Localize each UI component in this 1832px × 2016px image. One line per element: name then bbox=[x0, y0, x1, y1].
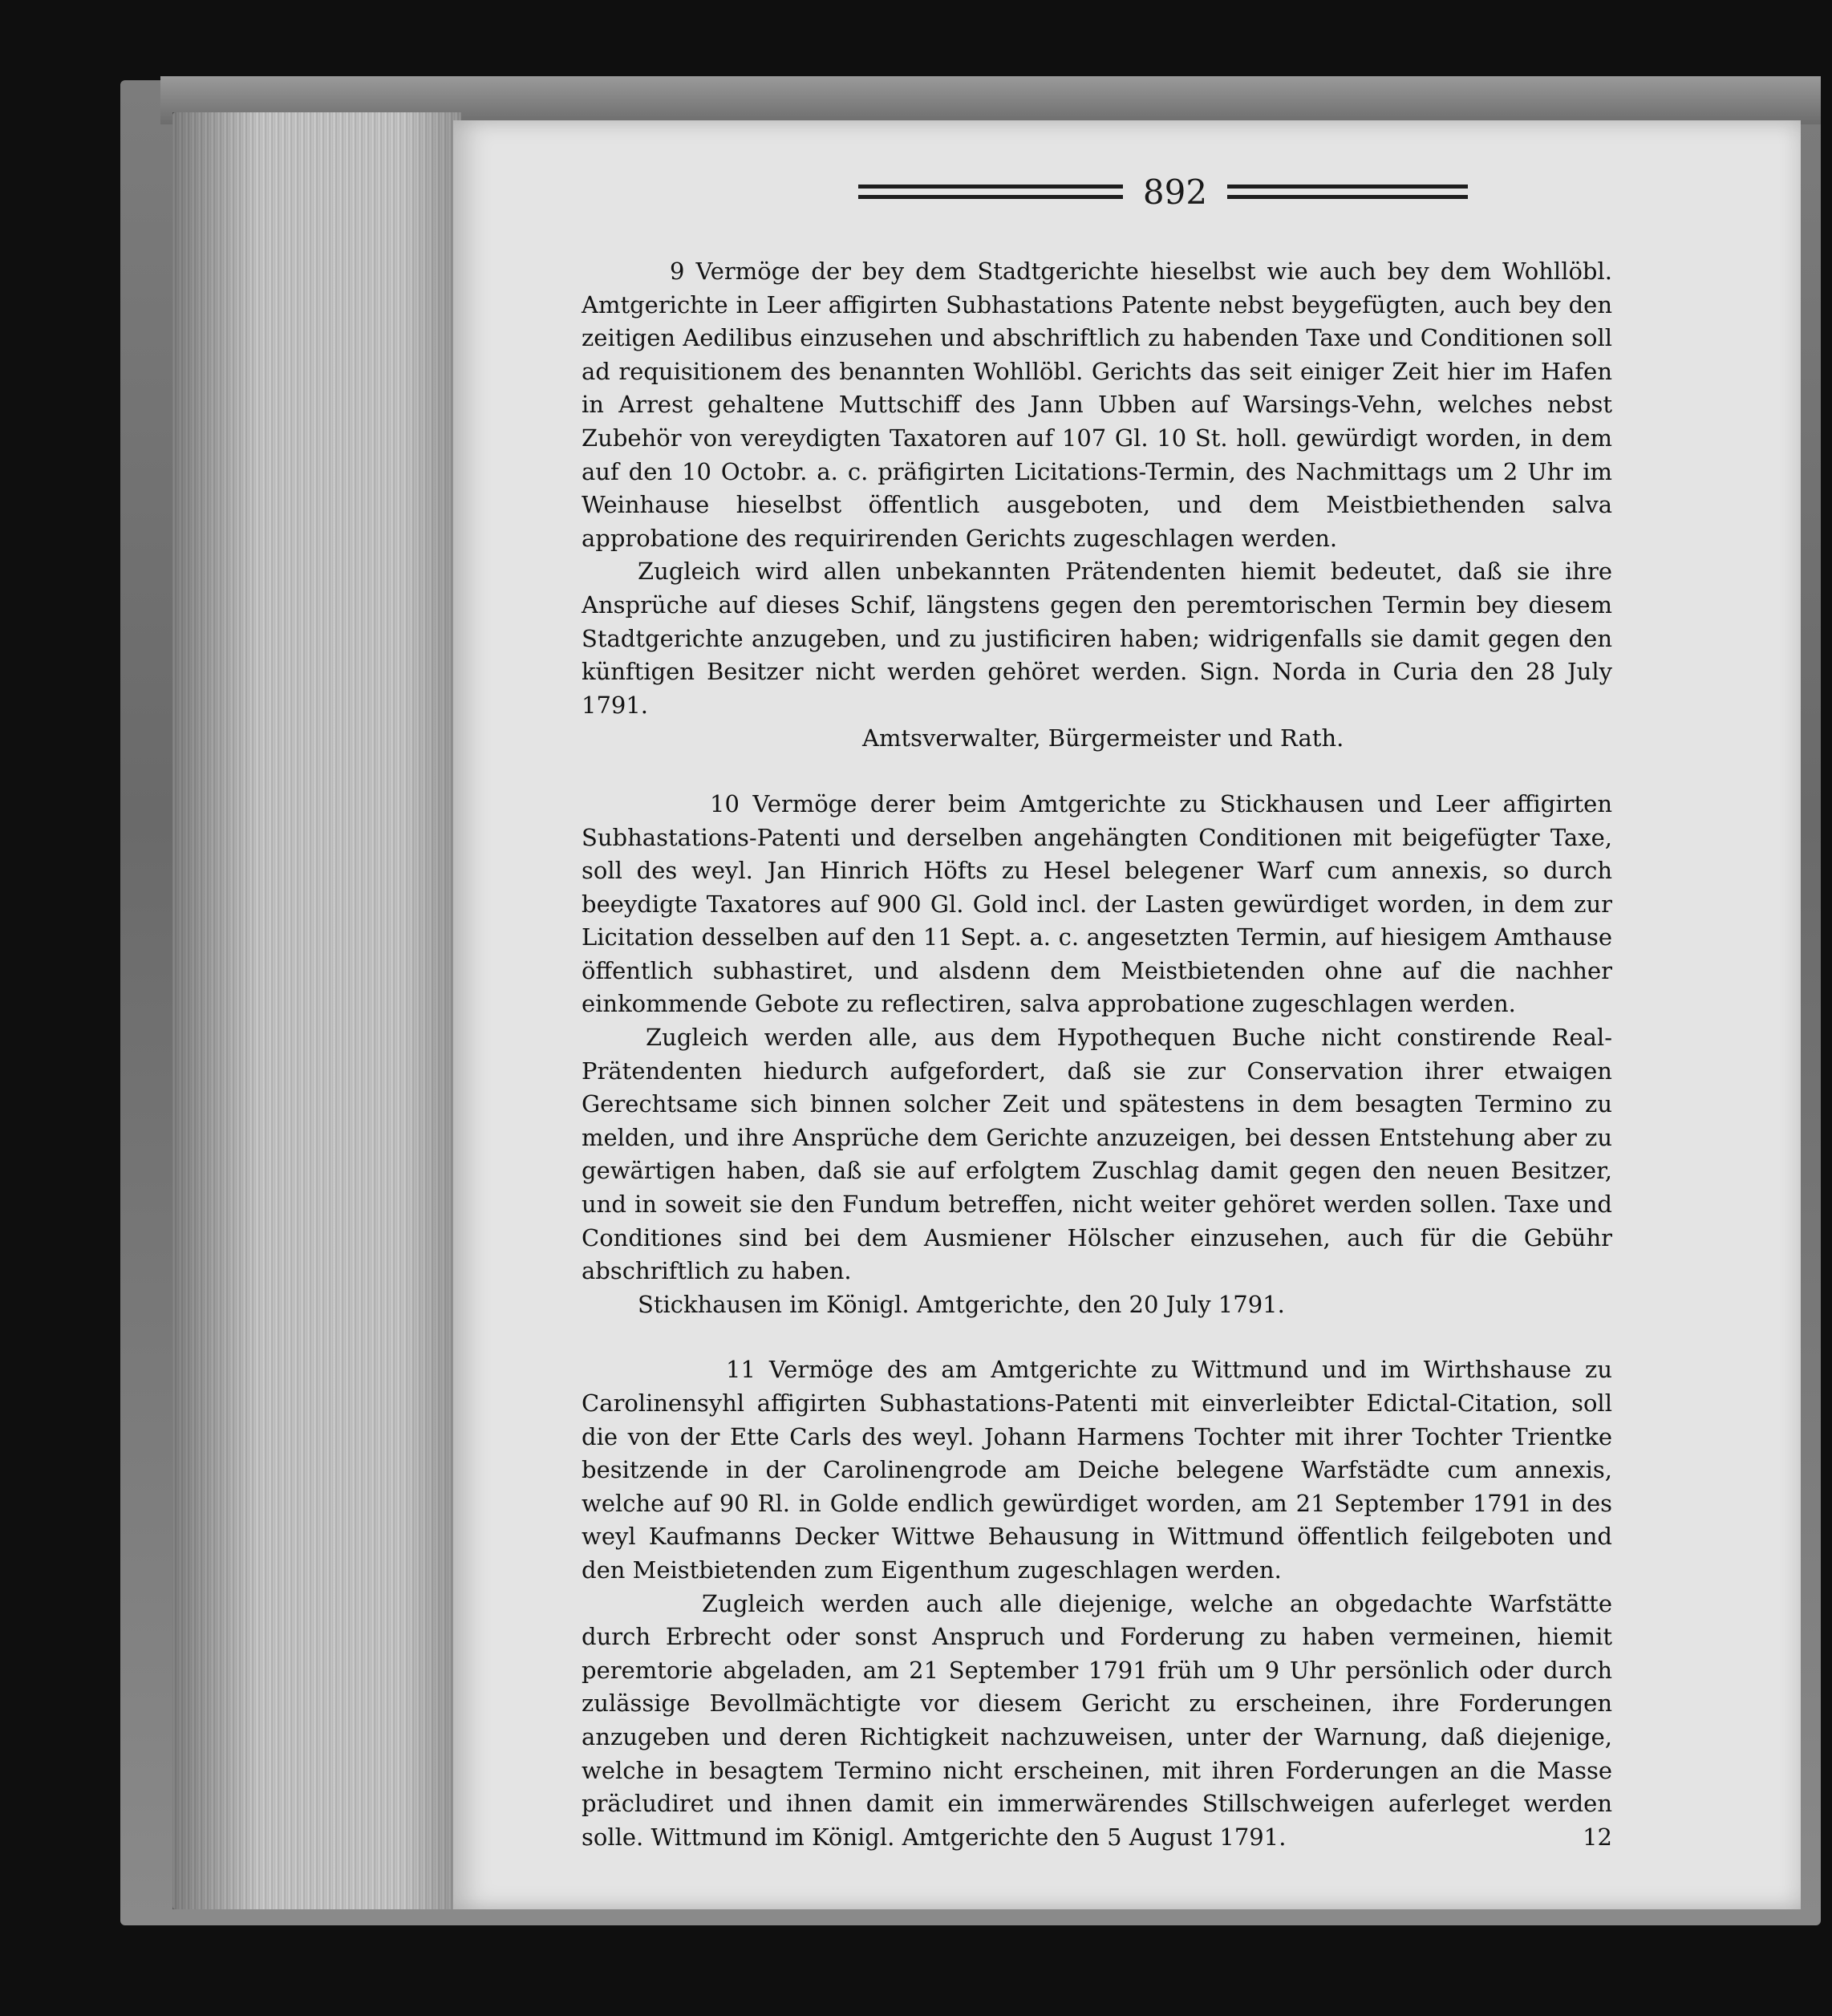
notice-9-paragraph-2: Zugleich wird allen unbekannten Prätendenten hiemit bedeutet, daß sie ihre Ansprüche auf dieses Schif, längstens gegen den peremtorischen Termin bey diesem Stadtgerichte anzugeben, und zu justificiren haben; widrigenfalls sie damit gegen den künftigen Besitzer nicht werden gehöret werden. Sign. Norda in Curia den 28 July 1791. bbox=[582, 558, 1612, 719]
section-gap bbox=[582, 1321, 1612, 1353]
catchword: 12 bbox=[1583, 1823, 1612, 1851]
header-rule-right bbox=[1227, 185, 1468, 199]
section-gap bbox=[582, 756, 1612, 788]
notice-11-paragraph-2: Zugleich werden auch alle diejenige, welche an obgedachte Warfstätte durch Erbrecht oder sonst Anspruch und Forderung zu haben vermeinen, hiemit peremtorie abgeladen, am 21 September 1791 früh um 9 Uhr persönlich oder durch zulässige Bevollmächtigte vor diesem Gericht zu erscheinen, ihre Forderungen anzugeben und deren Richtigkeit nachzuweisen, unter der Warnung, daß diejenige, welche in besagtem Termino nicht erscheinen, mit ihren Forderungen an die Masse präcludiret und ihnen damit ein immerwärendes Stillschweigen auferleget werden solle. Wittmund im Königl. Amtgerichte den 5 August 1791. bbox=[582, 1589, 1612, 1851]
page-body bbox=[582, 255, 1612, 1854]
notice-9-signature: Amtsverwalter, Bürgermeister und Rath. bbox=[862, 724, 1344, 752]
notice-10-dateline: Stickhausen im Königl. Amtgerichte, den 20 July 1791. bbox=[638, 1290, 1285, 1318]
printed-page bbox=[453, 120, 1801, 1909]
notice-9-paragraph-1: 9 Vermöge der bey dem Stadtgerichte hieselbst wie auch bey dem Wohllöbl. Amtgerichte in Leer affigirten Subhastations Patente nebst beygefügten, auch bey den zeitigen Aedilibus einzusehen und abschriftlich zu habenden Taxe und Conditionen soll ad requisitionem des benannten Wohllöbl. Gerichts das seit einiger Zeit hier im Hafen in Arrest gehaltene Muttschiff des Jann Ubben auf Warsings-Vehn, welches nebst Zubehör von vereydigten Taxatoren auf 107 Gl. 10 St. holl. gewürdigt worden, in dem auf den 10 Octobr. a. c. präfigirten Licitations-Termin, des Nachmittags um 2 Uhr im Weinhause hieselbst öffentlich ausgeboten, und dem Meistbiethenden salva approbatione des requirirenden Gerichts zugeschlagen werden. bbox=[582, 258, 1612, 552]
notice-10-paragraph-1: 10 Vermöge derer beim Amtgerichte zu Stickhausen und Leer affigirten Subhastations-Patenti und derselben angehängten Conditionen mit beigefügter Taxe, soll des weyl. Jan Hinrich Höfts zu Hesel belegener Warf cum annexis, so durch beeydigte Taxatores auf 900 Gl. Gold incl. der Lasten gewürdiget worden, in dem zur Licitation desselben auf den 11 Sept. a. c. angesetzten Termin, auf hiesigem Amthause öffentlich subhastiret, und alsdenn dem Meistbietenden ohne auf die nachher einkommende Gebote zu reflectiren, salva approbatione zugeschlagen werden. bbox=[582, 789, 1612, 1018]
header-rule-left bbox=[858, 185, 1123, 199]
notice-10-paragraph-2: Zugleich werden alle, aus dem Hypothequen Buche nicht constirende Real-Prätendenten hiedurch aufgefordert, daß sie zur Conservation ihrer etwaigen Gerechtsame sich binnen solcher Zeit und spätestens in dem besagten Termino zu melden, und ihre Ansprüche dem Gerichte anzuzeigen, bei dessen Entstehung aber zu gewärtigen haben, daß sie auf erfolgtem Zuschlag damit gegen den neuen Besitzer, und in soweit sie den Fundum betreffen, nicht weiter gehöret werden sollen. Taxe und Conditiones sind bei dem Ausmiener Hölscher einzusehen, auch für die Gebühr abschriftlich zu haben. bbox=[582, 1024, 1612, 1285]
page-header bbox=[858, 168, 1468, 217]
page-block-shadow bbox=[172, 112, 461, 1909]
page-number: 892 bbox=[1142, 172, 1208, 212]
notice-11-paragraph-1: 11 Vermöge des am Amtgerichte zu Wittmund und im Wirthshause zu Carolinensyhl affigirten Subhastations-Patenti mit einverleibter Edictal-Citation, soll die von der Ette Carls des weyl. Johann Harmens Tochter mit ihrer Tochter Trientke besitzende in der Carolinengrode am Deiche belegene Warfstädte cum annexis, welche auf 90 Rl. in Golde endlich gewürdiget worden, am 21 September 1791 in des weyl Kaufmanns Decker Wittwe Behausung in Wittmund öffentlich feilgeboten und den Meistbietenden zum Eigenthum zugeschlagen werden. bbox=[582, 1356, 1612, 1584]
